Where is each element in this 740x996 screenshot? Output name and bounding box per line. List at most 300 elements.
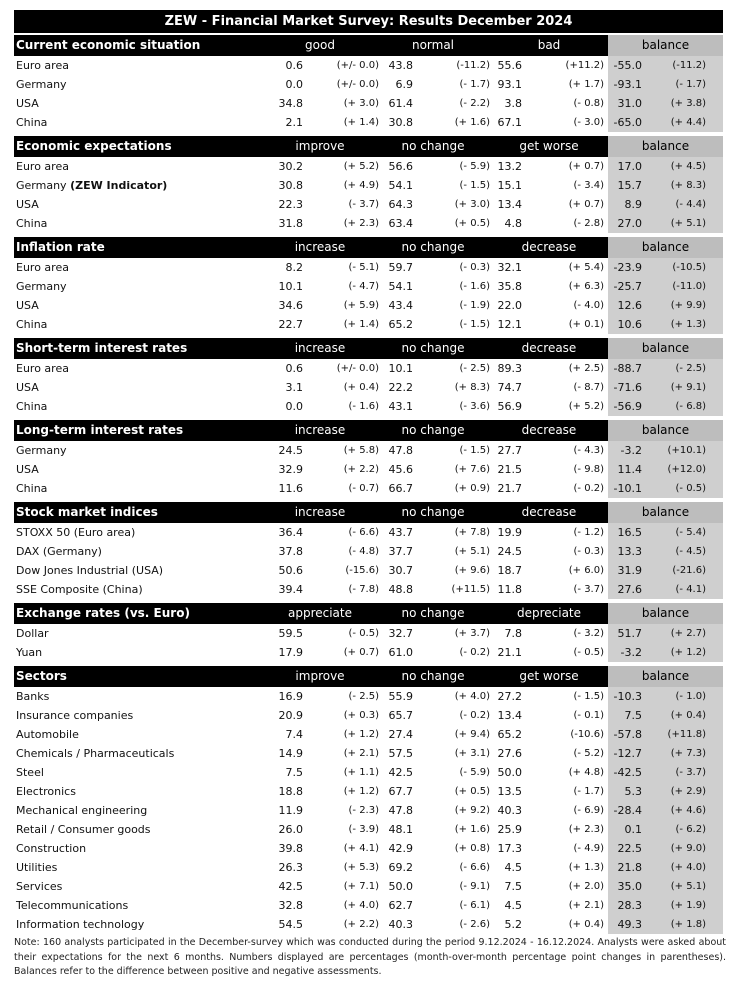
value-cell: 3.1 (285, 381, 303, 394)
change-cell: (+ 3.0) (454, 199, 490, 210)
column-header: no change (401, 139, 465, 153)
row-label-text: USA (16, 381, 39, 394)
change-cell: (+ 9.1) (670, 382, 706, 393)
column-header: no change (401, 606, 465, 620)
value-cell: 0.6 (285, 362, 303, 375)
change-cell: (- 0.5) (675, 483, 706, 494)
value-cell: 13.2 (497, 160, 522, 173)
change-cell: (- 1.6) (348, 401, 379, 412)
change-cell: (+ 0.9) (454, 483, 490, 494)
change-cell: (+ 9.4) (454, 729, 490, 740)
table-row (14, 839, 723, 858)
change-cell: (- 1.9) (459, 300, 490, 311)
change-cell: (+10.1) (667, 445, 706, 456)
value-cell: 0.0 (285, 78, 303, 91)
column-header: increase (294, 341, 346, 355)
row-label (16, 820, 151, 839)
row-label-text: Euro area (16, 160, 69, 173)
change-cell: (- 0.8) (573, 98, 604, 109)
value-cell: 10.6 (617, 318, 642, 331)
value-cell: -10.1 (613, 482, 642, 495)
column-header: balance (608, 35, 723, 56)
change-cell: (- 9.8) (573, 464, 604, 475)
table-row (14, 580, 723, 599)
change-cell: (+ 3.0) (343, 98, 379, 109)
change-cell: (- 4.8) (348, 546, 379, 557)
change-cell: (+/- 0.0) (336, 363, 379, 374)
change-cell: (+ 1.4) (343, 117, 379, 128)
row-label-text: Banks (16, 690, 50, 703)
value-cell: 10.1 (278, 280, 303, 293)
section-rows (14, 157, 723, 235)
change-cell: (+ 9.6) (454, 565, 490, 576)
change-cell: (- 1.6) (459, 281, 490, 292)
value-cell: 48.1 (388, 823, 413, 836)
value-cell: 35.8 (497, 280, 522, 293)
row-label-text: Euro area (16, 362, 69, 375)
change-cell: (- 5.2) (573, 748, 604, 759)
value-cell: 32.1 (497, 261, 522, 274)
table-row (14, 624, 723, 643)
column-header: appreciate (287, 606, 352, 620)
value-cell: 61.0 (388, 646, 413, 659)
row-label (16, 258, 69, 277)
value-cell: 74.7 (497, 381, 522, 394)
value-cell: 4.5 (504, 899, 522, 912)
change-cell: (+ 0.3) (343, 710, 379, 721)
value-cell: 17.0 (617, 160, 642, 173)
value-cell: 16.9 (278, 690, 303, 703)
value-cell: 42.5 (278, 880, 303, 893)
value-cell: 32.8 (278, 899, 303, 912)
section-header (14, 237, 723, 258)
value-cell: 13.4 (497, 709, 522, 722)
row-label (16, 877, 62, 896)
row-label-text: STOXX 50 (Euro area) (16, 526, 136, 539)
value-cell: -71.6 (613, 381, 642, 394)
value-cell: 59.7 (388, 261, 413, 274)
value-cell: 59.5 (278, 627, 303, 640)
value-cell: 63.4 (388, 217, 413, 230)
value-cell: 36.4 (278, 526, 303, 539)
value-cell: 93.1 (497, 78, 522, 91)
value-cell: 35.0 (617, 880, 642, 893)
column-header: good (305, 38, 335, 52)
change-cell: (- 2.5) (675, 363, 706, 374)
change-cell: (+ 5.2) (568, 401, 604, 412)
change-cell: (+12.0) (667, 464, 706, 475)
value-cell: 15.7 (617, 179, 642, 192)
value-cell: 22.5 (617, 842, 642, 855)
row-label-text: Automobile (16, 728, 79, 741)
change-cell: (- 1.7) (459, 79, 490, 90)
value-cell: 30.7 (388, 564, 413, 577)
change-cell: (- 3.9) (348, 824, 379, 835)
row-label (16, 643, 42, 662)
value-cell: -23.9 (613, 261, 642, 274)
value-cell: 27.7 (497, 444, 522, 457)
value-cell: 24.5 (278, 444, 303, 457)
table-row (14, 195, 723, 214)
change-cell: (+ 2.0) (568, 881, 604, 892)
value-cell: -10.3 (613, 690, 642, 703)
value-cell: 7.8 (504, 627, 522, 640)
value-cell: 7.5 (504, 880, 522, 893)
row-label-text: Electronics (16, 785, 76, 798)
table-row (14, 359, 723, 378)
change-cell: (-10.5) (672, 262, 706, 273)
column-header: get worse (519, 669, 579, 683)
change-cell: (- 2.3) (348, 805, 379, 816)
column-header: normal (411, 38, 455, 52)
section-rows (14, 56, 723, 134)
change-cell: (+ 1.9) (670, 900, 706, 911)
row-label (16, 176, 167, 195)
value-cell: 28.3 (617, 899, 642, 912)
row-label-text: USA (16, 463, 39, 476)
change-cell: (+ 2.9) (670, 786, 706, 797)
table-row (14, 801, 723, 820)
value-cell: 42.5 (388, 766, 413, 779)
section-header (14, 420, 723, 441)
table-row (14, 706, 723, 725)
value-cell: 13.5 (497, 785, 522, 798)
change-cell: (- 0.3) (459, 262, 490, 273)
change-cell: (+ 8.3) (670, 180, 706, 191)
value-cell: 31.0 (617, 97, 642, 110)
table-row (14, 277, 723, 296)
change-cell: (+ 2.7) (670, 628, 706, 639)
column-header: balance (608, 136, 723, 157)
column-header: balance (608, 603, 723, 624)
change-cell: (- 0.5) (573, 647, 604, 658)
value-cell: 32.7 (388, 627, 413, 640)
table-row (14, 915, 723, 934)
change-cell: (+11.2) (565, 60, 604, 71)
change-cell: (- 0.2) (459, 647, 490, 658)
column-header: decrease (521, 505, 577, 519)
change-cell: (- 5.4) (675, 527, 706, 538)
table-row (14, 561, 723, 580)
value-cell: 22.3 (278, 198, 303, 211)
value-cell: 37.8 (278, 545, 303, 558)
row-label (16, 561, 163, 580)
table-row (14, 782, 723, 801)
value-cell: 65.2 (388, 318, 413, 331)
table-row (14, 441, 723, 460)
change-cell: (+ 5.4) (568, 262, 604, 273)
value-cell: 3.8 (504, 97, 522, 110)
change-cell: (+ 3.8) (670, 98, 706, 109)
change-cell: (+ 7.1) (343, 881, 379, 892)
change-cell: (- 3.7) (675, 767, 706, 778)
value-cell: 11.4 (617, 463, 642, 476)
value-cell: -25.7 (613, 280, 642, 293)
row-label-text: DAX (Germany) (16, 545, 102, 558)
change-cell: (+ 2.1) (568, 900, 604, 911)
row-label-text: Information technology (16, 918, 145, 931)
column-header: increase (294, 505, 346, 519)
value-cell: -42.5 (613, 766, 642, 779)
change-cell: (+ 1.7) (568, 79, 604, 90)
row-label (16, 315, 47, 334)
value-cell: 2.1 (285, 116, 303, 129)
table-row (14, 113, 723, 132)
value-cell: 55.9 (388, 690, 413, 703)
change-cell: (-10.6) (570, 729, 604, 740)
change-cell: (+ 5.3) (343, 862, 379, 873)
change-cell: (- 2.5) (459, 363, 490, 374)
row-label (16, 157, 69, 176)
value-cell: 21.1 (497, 646, 522, 659)
row-label (16, 479, 47, 498)
value-cell: 27.4 (388, 728, 413, 741)
value-cell: 49.3 (617, 918, 642, 931)
table-row (14, 214, 723, 233)
value-cell: 7.5 (285, 766, 303, 779)
value-cell: -3.2 (620, 646, 642, 659)
column-header: decrease (521, 240, 577, 254)
value-cell: 61.4 (388, 97, 413, 110)
change-cell: (+ 4.0) (343, 900, 379, 911)
change-cell: (+ 4.9) (343, 180, 379, 191)
change-cell: (+11.5) (451, 584, 490, 595)
row-label (16, 915, 144, 934)
section-header (14, 136, 723, 157)
change-cell: (+ 7.8) (454, 527, 490, 538)
value-cell: 30.8 (278, 179, 303, 192)
change-cell: (+ 4.1) (343, 843, 379, 854)
value-cell: 0.6 (285, 59, 303, 72)
column-header: decrease (521, 423, 577, 437)
value-cell: 22.0 (497, 299, 522, 312)
value-cell: 12.6 (617, 299, 642, 312)
change-cell: (- 0.2) (459, 710, 490, 721)
row-label-text: Utilities (16, 861, 58, 874)
table-row (14, 687, 723, 706)
value-cell: 7.4 (285, 728, 303, 741)
column-header: decrease (521, 341, 577, 355)
change-cell: (- 3.2) (573, 628, 604, 639)
change-cell: (- 1.5) (459, 180, 490, 191)
value-cell: -57.8 (613, 728, 642, 741)
change-cell: (+ 7.3) (670, 748, 706, 759)
value-cell: 40.3 (388, 918, 413, 931)
value-cell: 4.8 (504, 217, 522, 230)
change-cell: (- 6.2) (675, 824, 706, 835)
change-cell: (+ 0.5) (454, 786, 490, 797)
value-cell: 34.8 (278, 97, 303, 110)
value-cell: 55.6 (497, 59, 522, 72)
change-cell: (+ 4.4) (670, 117, 706, 128)
row-label-text: Mechanical engineering (16, 804, 148, 817)
change-cell: (- 0.5) (348, 628, 379, 639)
value-cell: -65.0 (613, 116, 642, 129)
change-cell: (+ 9.0) (670, 843, 706, 854)
table-row (14, 858, 723, 877)
change-cell: (+ 4.6) (670, 805, 706, 816)
change-cell: (- 4.4) (675, 199, 706, 210)
value-cell: 65.7 (388, 709, 413, 722)
value-cell: 43.7 (388, 526, 413, 539)
value-cell: -56.9 (613, 400, 642, 413)
value-cell: -12.7 (613, 747, 642, 760)
value-cell: 6.9 (395, 78, 413, 91)
row-label-text: Yuan (16, 646, 43, 659)
table-row (14, 56, 723, 75)
value-cell: -88.7 (613, 362, 642, 375)
change-cell: (- 5.9) (459, 767, 490, 778)
section-title: Short-term interest rates (16, 341, 188, 355)
row-label-text: Dollar (16, 627, 49, 640)
row-label (16, 441, 67, 460)
value-cell: 17.9 (278, 646, 303, 659)
value-cell: 67.7 (388, 785, 413, 798)
value-cell: 54.5 (278, 918, 303, 931)
table-row (14, 397, 723, 416)
column-header: no change (401, 240, 465, 254)
row-label-text: USA (16, 198, 39, 211)
section-title: Economic expectations (16, 139, 172, 153)
row-label (16, 896, 128, 915)
section-header (14, 502, 723, 523)
value-cell: 5.2 (504, 918, 522, 931)
table-title: ZEW - Financial Market Survey: Results December 2024 (14, 10, 723, 33)
change-cell: (+ 0.1) (568, 319, 604, 330)
row-label (16, 839, 86, 858)
table-row (14, 258, 723, 277)
change-cell: (- 9.1) (459, 881, 490, 892)
row-label-text: China (16, 217, 48, 230)
value-cell: 69.2 (388, 861, 413, 874)
change-cell: (-21.6) (672, 565, 706, 576)
value-cell: 27.6 (617, 583, 642, 596)
change-cell: (+ 1.2) (670, 647, 706, 658)
value-cell: 66.7 (388, 482, 413, 495)
value-cell: 22.2 (388, 381, 413, 394)
value-cell: 25.9 (497, 823, 522, 836)
change-cell: (- 1.2) (573, 527, 604, 538)
row-label (16, 725, 79, 744)
row-label (16, 763, 44, 782)
row-label-text: Germany (16, 179, 67, 192)
value-cell: 22.7 (278, 318, 303, 331)
value-cell: 18.8 (278, 785, 303, 798)
section-rows (14, 624, 723, 664)
change-cell: (+ 4.0) (670, 862, 706, 873)
row-label-text: Euro area (16, 261, 69, 274)
column-header: no change (401, 423, 465, 437)
value-cell: 27.6 (497, 747, 522, 760)
value-cell: 27.0 (617, 217, 642, 230)
change-cell: (+ 6.0) (568, 565, 604, 576)
value-cell: 39.4 (278, 583, 303, 596)
change-cell: (- 7.8) (348, 584, 379, 595)
table-row (14, 176, 723, 195)
row-label-text: Chemicals / Pharmaceuticals (16, 747, 175, 760)
column-header: no change (401, 669, 465, 683)
change-cell: (+11.8) (667, 729, 706, 740)
change-cell: (+/- 0.0) (336, 60, 379, 71)
row-label (16, 94, 39, 113)
value-cell: 13.4 (497, 198, 522, 211)
change-cell: (- 5.9) (459, 161, 490, 172)
change-cell: (- 4.5) (675, 546, 706, 557)
section-rows (14, 359, 723, 418)
row-label (16, 580, 143, 599)
change-cell: (+ 1.2) (343, 786, 379, 797)
value-cell: 57.5 (388, 747, 413, 760)
value-cell: 11.8 (497, 583, 522, 596)
value-cell: -28.4 (613, 804, 642, 817)
change-cell: (+ 1.4) (343, 319, 379, 330)
change-cell: (+ 4.0) (454, 691, 490, 702)
value-cell: 8.9 (624, 198, 642, 211)
value-cell: 21.5 (497, 463, 522, 476)
value-cell: 39.8 (278, 842, 303, 855)
row-label-text: Dow Jones Industrial (USA) (16, 564, 164, 577)
section-header (14, 35, 723, 56)
change-cell: (- 4.0) (573, 300, 604, 311)
value-cell: -55.0 (613, 59, 642, 72)
change-cell: (+ 7.6) (454, 464, 490, 475)
table-row (14, 542, 723, 561)
value-cell: 30.8 (388, 116, 413, 129)
value-cell: 56.6 (388, 160, 413, 173)
change-cell: (+ 5.1) (670, 218, 706, 229)
sections-container (14, 35, 723, 936)
row-label-text: Construction (16, 842, 87, 855)
row-label (16, 687, 49, 706)
row-label-text: Steel (16, 766, 44, 779)
value-cell: 10.1 (388, 362, 413, 375)
value-cell: 54.1 (388, 280, 413, 293)
value-cell: 50.0 (497, 766, 522, 779)
value-cell: 20.9 (278, 709, 303, 722)
table-row (14, 744, 723, 763)
section-header (14, 603, 723, 624)
table-row (14, 896, 723, 915)
section-rows (14, 523, 723, 601)
row-label (16, 460, 39, 479)
value-cell: 89.3 (497, 362, 522, 375)
row-label (16, 858, 57, 877)
table-row (14, 157, 723, 176)
change-cell: (+ 4.5) (670, 161, 706, 172)
value-cell: 32.9 (278, 463, 303, 476)
section-title: Inflation rate (16, 240, 105, 254)
row-label (16, 397, 47, 416)
value-cell: 37.7 (388, 545, 413, 558)
change-cell: (+ 2.3) (343, 218, 379, 229)
row-label-text: SSE Composite (China) (16, 583, 143, 596)
value-cell: 54.1 (388, 179, 413, 192)
change-cell: (- 1.5) (459, 319, 490, 330)
value-cell: 42.9 (388, 842, 413, 855)
change-cell: (- 2.5) (348, 691, 379, 702)
change-cell: (+ 2.5) (568, 363, 604, 374)
table-row (14, 820, 723, 839)
column-header: depreciate (516, 606, 582, 620)
row-label-text: Retail / Consumer goods (16, 823, 151, 836)
change-cell: (- 1.5) (459, 445, 490, 456)
value-cell: 45.6 (388, 463, 413, 476)
survey-table (14, 10, 723, 936)
value-cell: 24.5 (497, 545, 522, 558)
row-label-text: Euro area (16, 59, 69, 72)
row-label-text: Germany (16, 78, 67, 91)
row-label-text: China (16, 318, 48, 331)
